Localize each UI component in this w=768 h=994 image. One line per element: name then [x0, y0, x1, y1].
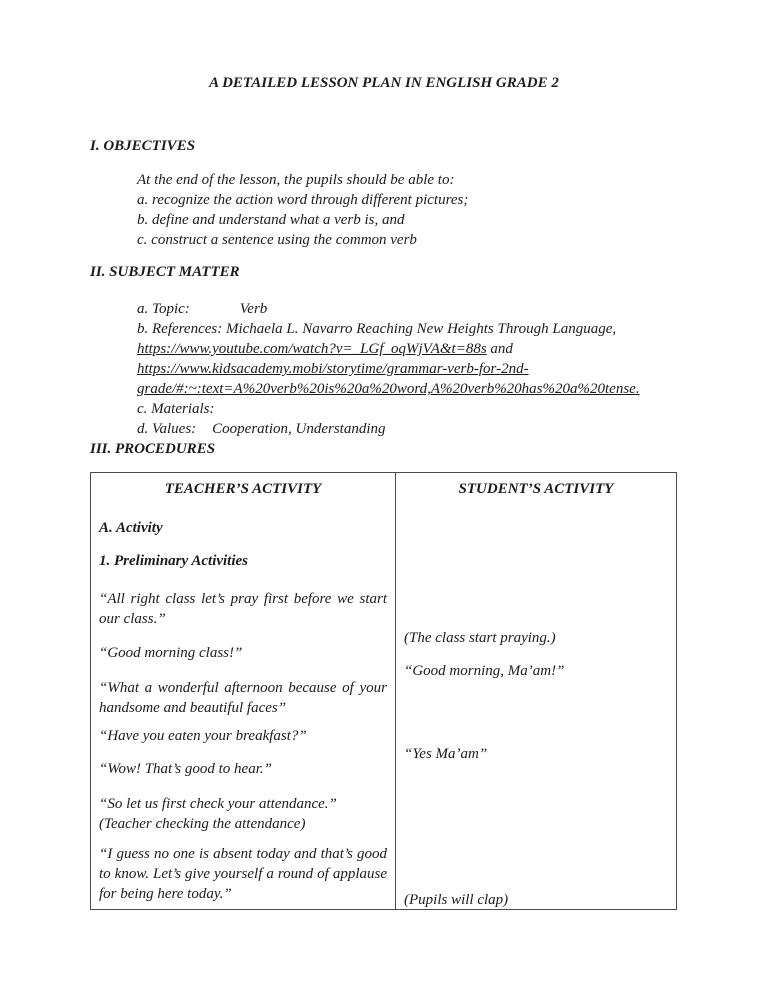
objective-item-b: b. define and understand what a verb is, and: [137, 212, 405, 228]
youtube-link-line: [137, 339, 662, 359]
document-title: A DETAILED LESSON PLAN IN ENGLISH GRADE 2: [209, 75, 559, 91]
values-label: d. Values:: [137, 421, 197, 437]
teacher-dialogue-good-morning: “Good morning class!”: [99, 645, 243, 661]
values-line: [137, 419, 662, 439]
student-activity-header: STUDENT’S ACTIVITY: [458, 481, 614, 497]
teacher-activity-header: TEACHER’S ACTIVITY: [164, 481, 322, 497]
teacher-action-checking-attendance: (Teacher checking the attendance): [99, 816, 306, 832]
procedures-table: [90, 472, 677, 910]
kidsacademy-link-continued[interactable]: grade/#:~:text=A%20verb%20is%20a%20word,A%20verb%20has%20a%20tense.: [137, 381, 640, 397]
teacher-dialogue-breakfast: “Have you eaten your breakfast?”: [99, 728, 307, 744]
objectives-intro: At the end of the lesson, the pupils should be able to:: [137, 172, 455, 188]
youtube-link[interactable]: https://www.youtube.com/watch?v=_LGf_oqWjVA&t=88s: [137, 341, 487, 357]
procedures-heading: III. PROCEDURES: [90, 441, 216, 457]
kidsacademy-link[interactable]: https://www.kidsacademy.mobi/storytime/grammar-verb-for-2nd-: [137, 361, 529, 377]
subject-matter-heading: II. SUBJECT MATTER: [90, 264, 240, 280]
values-value: Cooperation, Understanding: [212, 421, 386, 437]
topic-label: a. Topic:: [137, 301, 190, 317]
youtube-link-suffix: and: [490, 341, 513, 357]
materials-line: c. Materials:: [137, 401, 215, 417]
references-line: b. References: Michaela L. Navarro Reaching New Heights Through Language,: [137, 321, 617, 337]
student-dialogue-good-morning: “Good morning, Ma’am!”: [404, 663, 565, 679]
subject-matter-block: [137, 299, 662, 439]
kidsacademy-link-line1: [137, 359, 662, 379]
student-action-clap: (Pupils will clap): [404, 892, 509, 908]
teacher-dialogue-wonderful-afternoon: “What a wonderful afternoon because of your handsome and beautiful faces”: [99, 680, 387, 716]
teacher-dialogue-good-to-hear: “Wow! That’s good to hear.”: [99, 761, 272, 777]
objectives-block: [137, 170, 657, 250]
teacher-dialogue-no-absent: “I guess no one is absent today and that’s good to know. Let’s give yourself a round of applause for being here today.”: [99, 846, 387, 902]
objective-item-c: c. construct a sentence using the common verb: [137, 232, 417, 248]
teacher-section-preliminary: 1. Preliminary Activities: [99, 553, 249, 569]
student-dialogue-yes-maam: “Yes Ma’am”: [404, 746, 488, 762]
objective-item-a: a. recognize the action word through different pictures;: [137, 192, 469, 208]
kidsacademy-link-line2: [137, 379, 662, 399]
teacher-activity-column: [91, 473, 396, 909]
topic-value: Verb: [239, 301, 268, 317]
student-action-praying: (The class start praying.): [404, 630, 556, 646]
teacher-dialogue-attendance: “So let us first check your attendance.”: [99, 796, 337, 812]
student-activity-column: [396, 473, 676, 909]
topic-line: [137, 299, 662, 319]
teacher-section-a-activity: A. Activity: [99, 520, 163, 536]
teacher-dialogue-pray: “All right class let’s pray first before we start our class.”: [99, 591, 387, 627]
objectives-heading: I. OBJECTIVES: [90, 138, 196, 154]
